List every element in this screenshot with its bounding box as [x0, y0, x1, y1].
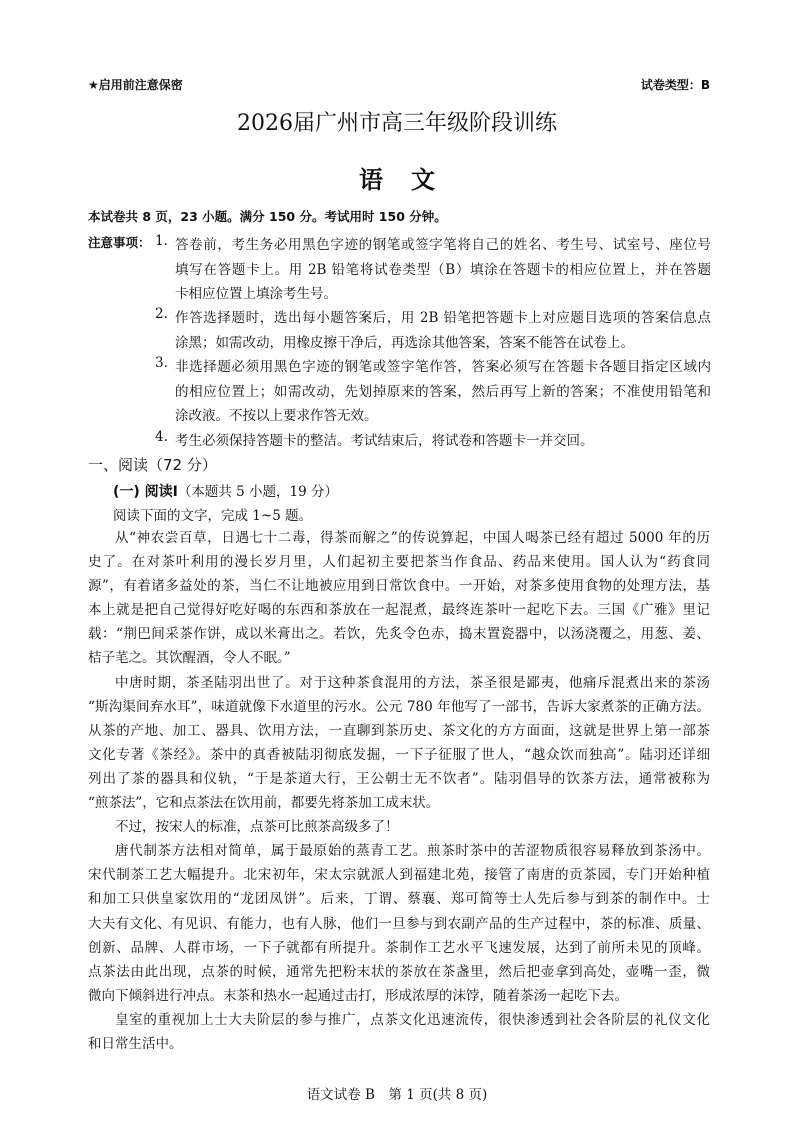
- confidential-label: ★启用前注意保密: [88, 78, 183, 92]
- paper-type-label: 试卷类型：B: [640, 78, 710, 92]
- paragraph-line: 源”，有着诸多益处的茶，当仁不让地被应用到日常饮食中。一开始，对茶多使用食物的处理方法，基: [88, 578, 710, 595]
- subsection-label: (一) 阅读Ⅰ: [113, 484, 178, 500]
- paragraph-line: 大夫有文化、有见识、有能力，也有人脉，他们一旦参与到农副产品的生产过程中，茶的标准、质量、: [88, 915, 710, 932]
- paragraph-line: 和加工只供皇家饮用的“龙团凤饼”。后来，丁谓、蔡襄、郑可简等士人先后参与到茶的制作中。士: [88, 891, 710, 908]
- paragraph: [88, 839, 710, 1008]
- paragraph-line: 唐代制茶方法相对简单，属于最原始的蒸青工艺。煎茶时茶中的苦涩物质很容易释放到茶汤中。: [115, 843, 710, 860]
- notice-line: 非选择题必须用黑色字迹的钢笔或签字笔作答，答案必须写在答题卡各题目指定区域内: [175, 359, 711, 375]
- paragraph-line: 皇室的重视加上士大夫阶层的参与推广，点茶文化迅速流传，很快渗透到社会各阶层的礼仪文化: [115, 1011, 710, 1028]
- paragraph-line: 不过，按宋人的标准，点茶可比煎茶高级多了！: [115, 819, 399, 836]
- reading-instruction: 阅读下面的文字，完成 1~5 题。: [113, 508, 313, 524]
- paragraph: [88, 526, 710, 671]
- notice-line: 的相应位置上；如需改动，先划掉原来的答案，然后再写上新的答案；不准使用铅笔和: [175, 383, 711, 400]
- subject-title: 语文: [359, 166, 463, 194]
- exam-info: 本试卷共 8 页，23 小题。满分 150 分。考试用时 150 分钟。: [88, 209, 447, 224]
- paragraph: [88, 815, 710, 839]
- notice-item: [155, 306, 711, 355]
- paragraph-line: 点茶法由此出现，点茶的时候，通常先把粉末状的茶放在茶盏里，然后把壶拿到高处，壶嘴一歪，微: [88, 963, 710, 980]
- subsection-heading: [113, 480, 338, 501]
- paragraph: [88, 671, 710, 816]
- page-footer: 语文试卷 B 第 1 页(共 8 页): [306, 1087, 488, 1103]
- notice-line: 考生必须保持答题卡的整洁。考试结束后，将试卷和答题卡一并交回。: [175, 433, 594, 449]
- paragraph-line: 从茶的产地、加工、器具、饮用方法，一直聊到茶历史、茶文化的方方面面，这就是世界上第一部茶: [88, 722, 710, 739]
- paragraph-line: 和日常生活中。: [88, 1035, 183, 1052]
- paragraph-line: 本上就是把自己觉得好吃好喝的东西和茶放在一起混煮，最终连茶叶一起吃下去。三国《广雅》里记: [88, 602, 710, 619]
- notice-number: 2.: [155, 306, 168, 322]
- paragraph-line: “斯沟渠间弃水耳”，味道就像下水道里的污水。公元 780 年他写了一部书，告诉大家煮茶的正确方法。: [88, 698, 710, 715]
- paragraph-line: 载：“荆巴间采茶作饼，成以米膏出之。若饮，先炙令色赤，捣末置瓷器中，以汤浇覆之，用葱、姜、: [88, 626, 710, 643]
- notice-line: 涂改液。不按以上要求作答无效。: [175, 408, 378, 424]
- paragraph: [88, 1008, 710, 1056]
- section-heading: 一、阅读（72 分）: [88, 456, 217, 474]
- notice-line: 卡相应位置上填涂考生号。: [175, 286, 337, 302]
- notice-label: 注意事项：: [88, 235, 151, 250]
- paragraph-line: “煎茶法”，它和点茶法在饮用前，都要先将茶加工成末状。: [88, 795, 440, 812]
- notice-line: 答卷前，考生务必用黑色字迹的钢笔或签字笔将自己的姓名、考生号、试室号、座位号: [175, 237, 711, 253]
- paragraph-line: 中唐时期，茶圣陆羽出世了。对于这种茶食混用的方法，茶圣很是鄙夷，他痛斥混煮出来的茶汤: [115, 674, 710, 691]
- notice-number: 3.: [155, 355, 168, 371]
- paragraph-line: 微向下倾斜进行冲点。末茶和热水一起通过击打，形成浓厚的沫饽，随着茶汤一起吃下去。: [88, 987, 628, 1004]
- notice-item: [155, 233, 711, 307]
- exam-title: 2026届广州市高三年级阶段训练: [237, 111, 557, 136]
- paragraph-line: 列出了茶的器具和仪轨，“于是茶道大行，王公朝士无不饮者”。陆羽倡导的饮茶方法，通常被称为: [88, 770, 710, 787]
- notice-line: 填写在答题卡上。用 2B 铅笔将试卷类型（B）填涂在答题卡的相应位置上，并在答题: [175, 261, 711, 278]
- paragraph-line: 宋代制茶工艺大幅提升。北宋初年，宋太宗就派人到福建北苑，接管了南唐的贡茶园，专门开始种植: [88, 867, 710, 884]
- notice-line: 涂黑；如需改动，用橡皮擦干净后，再选涂其他答案，答案不能答在试卷上。: [175, 334, 634, 351]
- paragraph-line: 史了。在对茶叶利用的漫长岁月里，人们起初主要把茶当作食品、药品来使用。国人认为“药食同: [88, 554, 710, 571]
- notice-number: 1.: [155, 233, 168, 249]
- subsection-note: （本题共 5 小题，19 分）: [177, 484, 339, 500]
- paragraph-line: 从“神农尝百草，日遇七十二毒，得茶而解之”的传说算起，中国人喝茶已经有超过 5000 年的历: [115, 530, 710, 546]
- notice-item: [155, 355, 711, 429]
- paragraph-line: 文化专著《茶经》。茶中的真香被陆羽彻底发掘，一下子征服了世人，“越众饮而独高”。陆羽还详细: [88, 746, 710, 763]
- notice-line: 作答选择题时，选出每小题答案后，用 2B 铅笔把答题卡上对应题目选项的答案信息点: [175, 310, 711, 326]
- paragraph-line: 创新、品牌、人群市场，一下子就都有所提升。茶制作工艺水平飞速发展，达到了前所未见的顶峰。: [88, 939, 710, 956]
- notice-number: 4.: [155, 429, 168, 445]
- paragraph-line: 桔子芼之。其饮醒酒，令人不眠。”: [88, 650, 291, 667]
- reading-passage: [88, 526, 710, 1056]
- notice-item: [155, 429, 711, 454]
